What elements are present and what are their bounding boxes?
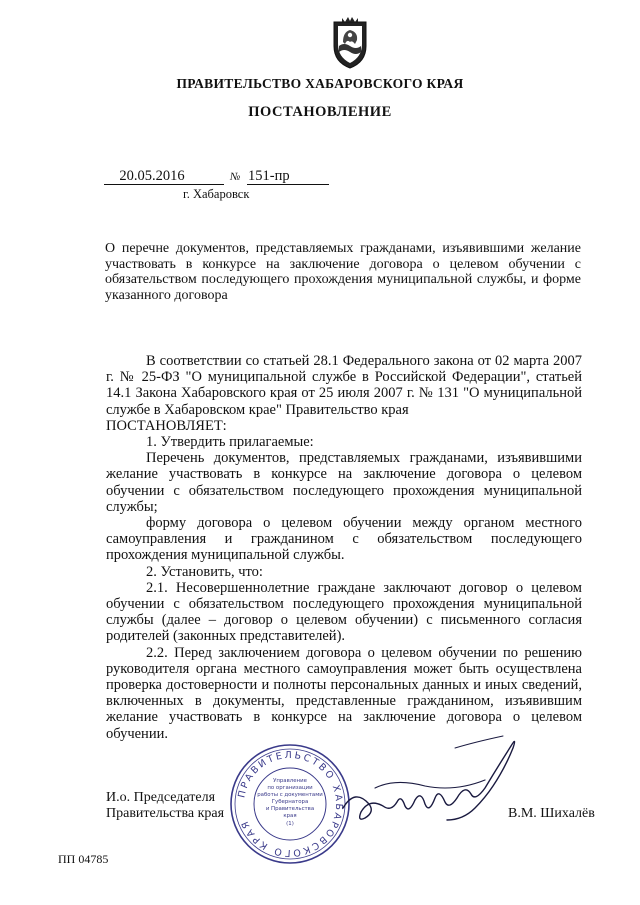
stamp-inner-line: работы с документами [257,792,323,798]
decree-date: 20.05.2016 [119,168,185,184]
stamp-inner-line: и Правительства [265,806,315,812]
body-paragraph: 1. Утвердить прилагаемые: [146,434,314,451]
handwritten-signature [335,728,535,828]
stamp-ring-text: ПРАВИТЕЛЬСТВО ХАБАРОВСКОГО КРАЯ [236,749,345,859]
decree-subject: О перечне документов, представляемых гражданами, изъявившими желание участвовать в конкурсе на заключение договора о целевом обучении с обязательством последующего прохождения муниципальной службы, и форме указанного договора [105,241,581,303]
document-type: ПОСТАНОВЛЕНИЕ [248,104,392,120]
issue-city: г. Хабаровск [183,187,250,201]
date-underline [104,184,224,185]
decree-number: 151-пр [248,168,290,184]
stamp-inner-line: края [283,813,297,819]
body-paragraph: 2. Установить, что: [146,563,263,580]
stamp-inner-line: Управление [273,778,307,784]
stamp-inner-line: Губернатора [271,799,309,805]
body-paragraph: В соответствии со статьей 28.1 Федерального закона от 02 марта 2007 г. № 25-ФЗ "О муниципальной службе в Российской Федерации", статьей 14.1 Закона Хабаровского края от 25 июля 2007 г. № 131 "О муниципальной службе в Хабаровском крае" Правительство края [106,353,582,418]
body-paragraph: Перечень документов, представляемых гражданами, изъявившими желание участвовать в конкурсе на заключение договора о целевом обучении с обязательством последующего прохождения муниципальной службы; [106,450,582,515]
body-paragraph: 2.1. Несовершеннолетние граждане заключают договор о целевом обучении с обязательством последующего прохождения муниципальной службы (далее – договор о целевом обучении) с письменного согласия родителей (законных представителей). [106,579,582,645]
government-title: ПРАВИТЕЛЬСТВО ХАБАРОВСКОГО КРАЯ [176,76,464,91]
number-underline [247,184,329,185]
signatory-title-line: Правительства края [106,806,225,821]
stamp-inner-line: по организации [267,785,313,791]
khabarovsk-coat-of-arms-icon [328,16,372,70]
footer-code: ПП 04785 [58,852,109,866]
decree-body [106,353,582,742]
official-stamp [228,742,352,866]
signer-name: В.М. Шихалёв [508,806,595,821]
number-sign: № [230,171,241,183]
signatory-title [106,790,224,822]
body-paragraph: ПОСТАНОВЛЯЕТ: [106,417,227,434]
body-paragraph: 2.2. Перед заключением договора о целевом обучении по решению руководителя органа местного самоуправления может быть осуществлена проверка достоверности и полноты персональных данных и иных сведений, включенных в документы, представленные гражданином, изъявившим желание участвовать в конкурсе на заключение договора о целевом обучении. [106,644,582,742]
stamp-inner-line: (1) [286,821,294,827]
body-paragraph: форму договора о целевом обучении между органом местного самоуправления и гражданином с обязательством последующего прохождения муниципальной службы. [106,515,582,564]
signatory-title-line: И.о. Председателя [106,790,216,805]
